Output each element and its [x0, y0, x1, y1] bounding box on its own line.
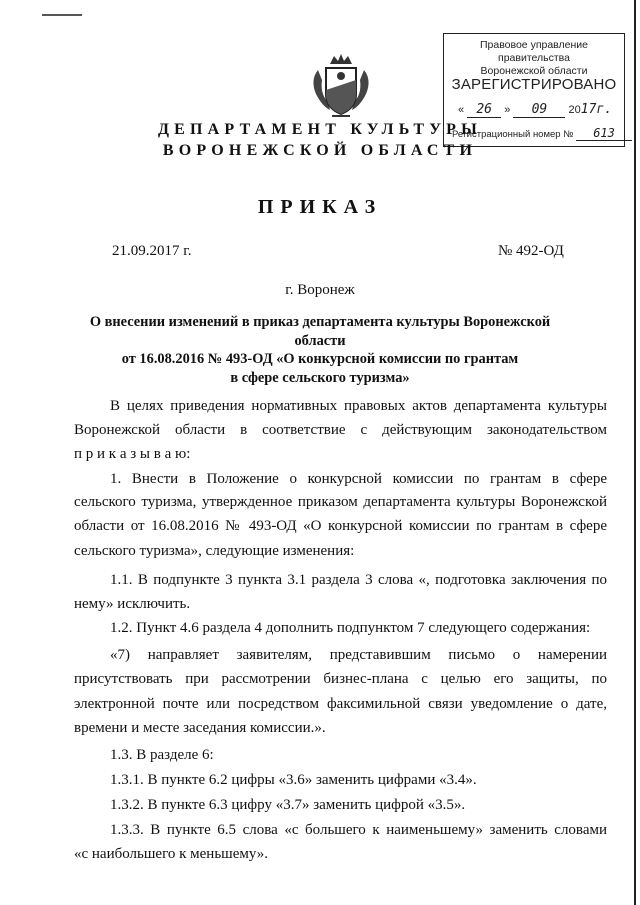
document-title	[70, 313, 570, 387]
stamp-regnum-value: 613	[576, 126, 632, 141]
body-line: В целях приведения нормативных правовых актов департамента культуры	[110, 398, 607, 414]
stamp-date-month: 09	[513, 102, 565, 118]
stamp-date-year-prefix: 20	[568, 104, 581, 116]
stamp-organization	[444, 39, 624, 78]
stamp-regnum-label: Регистрационный номер №	[452, 129, 574, 140]
stamp-date-close: »	[504, 104, 511, 116]
body-line: нему» исключить.	[74, 596, 191, 612]
stamp-date	[458, 102, 612, 118]
scan-artifact	[42, 14, 82, 16]
body-line: области от 16.08.2016 № 493-ОД «О конкурсной комиссии по грантам в сфере	[74, 518, 607, 534]
body-line: Воронежской области в соответствие с действующим законодательством	[74, 422, 607, 438]
stamp-date-open: «	[458, 104, 465, 116]
title-line2: от 16.08.2016 № 493-ОД «О конкурсной комиссии по грантам	[121, 351, 519, 367]
stamp-org-line1: Правовое управление правительства	[479, 39, 588, 64]
title-line3: в сфере сельского туризма»	[230, 369, 410, 386]
body-line: 1.2. Пункт 4.6 раздела 4 дополнить подпунктом 7 следующего содержания:	[110, 620, 591, 636]
document-number: № 492-ОД	[498, 243, 564, 259]
body-line: 1.3.2. В пункте 6.3 цифру «3.7» заменить цифрой «3.5».	[110, 797, 466, 813]
body-line: «7) направляет заявителям, представившим письмо о намерении	[110, 647, 607, 663]
document-type: ПРИКАЗ	[257, 196, 383, 218]
department-name-line2: ВОРОНЕЖСКОЙ ОБЛАСТИ	[162, 142, 478, 159]
body-line: сельского туризма», следующие изменения:	[74, 543, 355, 559]
stamp-org-line2: Воронежской области	[480, 65, 588, 77]
body-line: 1.3.1. В пункте 6.2 цифры «3.6» заменить цифрами «3.4».	[110, 772, 477, 788]
body-line-order: п р и к а з ы в а ю:	[74, 446, 191, 462]
body-line: «с наибольшего к меньшему».	[74, 846, 268, 862]
document-city: г. Воронеж	[285, 282, 355, 298]
body-line: 1.3.3. В пункте 6.5 слова «с большего к наименьшему» заменить словами	[110, 822, 607, 838]
coat-of-arms-icon	[308, 50, 374, 118]
stamp-registered: ЗАРЕГИСТРИРОВАНО	[451, 76, 617, 93]
body-line: 1.3. В разделе 6:	[110, 747, 214, 763]
body-line: 1. Внести в Положение о конкурсной комиссии по грантам в сфере	[110, 471, 607, 487]
body-line: сельского туризма, утвержденное приказом департамента культуры Воронежской	[74, 494, 607, 510]
body-line: присутствовать при рассмотрении бизнес-плана с целью его защиты, по	[74, 671, 607, 687]
stamp-date-year: 17г.	[580, 102, 613, 117]
body-line: электронной почте или посредством факсимильной связи уведомление о дате,	[74, 696, 607, 712]
document-date: 21.09.2017 г.	[112, 243, 192, 259]
body-line: 1.1. В подпункте 3 пункта 3.1 раздела 3 слова «, подготовка заключения по	[110, 572, 607, 588]
title-line1: О внесении изменений в приказ департамента культуры Воронежской области	[89, 314, 551, 349]
department-name-line1: ДЕПАРТАМЕНТ КУЛЬТУРЫ	[157, 121, 483, 138]
body-line: времени и месте заседания комиссии.».	[74, 720, 326, 736]
stamp-date-day: 26	[467, 102, 501, 118]
